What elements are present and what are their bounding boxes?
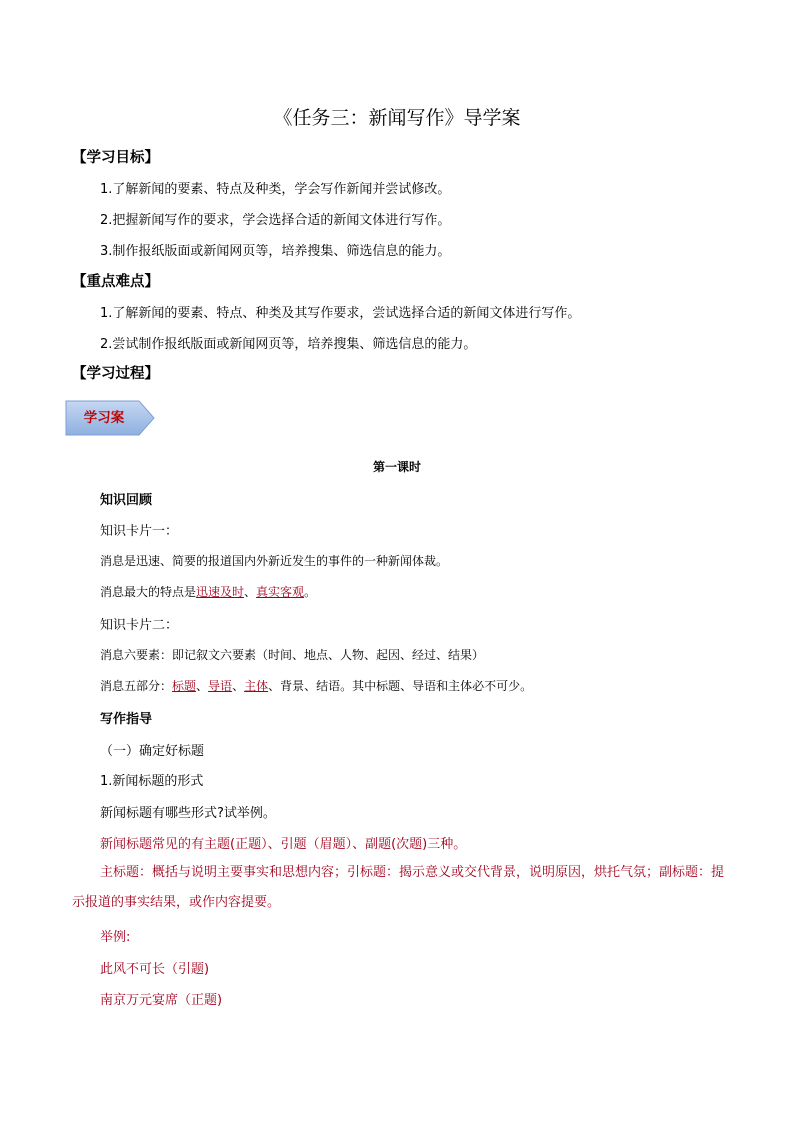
highlight-headline: 标题 [172, 679, 197, 693]
card2-line2 [100, 677, 532, 694]
highlight-body: 主体 [244, 679, 269, 693]
goals-heading: 【学习目标】 [72, 150, 159, 166]
key-point-2: 2.尝试制作报纸版面或新闻网页等，培养搜集、筛选信息的能力。 [100, 337, 477, 352]
document-title: 《任务三：新闻写作》导学案 [273, 107, 521, 129]
example-2: 南京万元宴席（正题) [100, 993, 223, 1008]
answer-line-2: 主标题：概括与说明主要事实和思想内容；引标题：揭示意义或交代背景，说明原因，烘托气氛；副标题：提示报道的事实结果，或作内容提要。 [72, 865, 725, 910]
guide-heading: 写作指导 [100, 712, 153, 727]
goal-item-1: 1.了解新闻的要素、特点及种类，学会写作新闻并尝试修改。 [100, 182, 451, 197]
goal-item-2: 2.把握新闻写作的要求，学会选择合适的新闻文体进行写作。 [100, 213, 451, 228]
highlight-timely: 迅速及时 [196, 585, 245, 599]
card1-title: 知识卡片一： [100, 524, 179, 539]
guide-sub1-1: 1.新闻标题的形式 [100, 774, 204, 789]
learning-tag-badge [65, 400, 155, 436]
separator: 、 [232, 679, 245, 693]
card2-line1: 消息六要素：即记叙文六要素（时间、地点、人物、起因、经过、结果） [100, 648, 485, 662]
card1-line1: 消息是迅速、简要的报道国内外新近发生的事件的一种新闻体裁。 [100, 554, 449, 568]
process-heading: 【学习过程】 [72, 366, 159, 382]
card2-line2-rest: 、背景、结语。其中标题、导语和主体必不可少。 [268, 679, 533, 693]
separator: 、 [244, 585, 257, 599]
example-1: 此风不可长（引题) [100, 962, 210, 977]
goal-item-3: 3.制作报纸版面或新闻网页等，培养搜集、筛选信息的能力。 [100, 244, 451, 259]
example-label: 举例: [100, 930, 131, 945]
card1-line2-prefix: 消息最大的特点是 [100, 585, 197, 599]
highlight-objective: 真实客观 [256, 585, 305, 599]
lesson-title: 第一课时 [372, 460, 421, 474]
guide-question: 新闻标题有哪些形式?试举例。 [100, 806, 276, 821]
card2-line2-prefix: 消息五部分： [100, 679, 173, 693]
card2-title: 知识卡片二： [100, 618, 179, 633]
guide-sub1: （一）确定好标题 [100, 744, 205, 759]
key-points-heading: 【重点难点】 [72, 274, 159, 290]
key-point-1: 1.了解新闻的要素、特点、种类及其写作要求，尝试选择合适的新闻文体进行写作。 [100, 306, 581, 321]
answer-line-1: 新闻标题常见的有主题(正题）、引题（眉题）、副题(次题)三种。 [100, 837, 467, 852]
review-heading: 知识回顾 [100, 493, 153, 508]
highlight-lead: 导语 [208, 679, 233, 693]
card1-line2 [100, 583, 316, 600]
separator: 、 [196, 679, 209, 693]
period: 。 [304, 585, 317, 599]
tag-label: 学习案 [83, 410, 125, 426]
